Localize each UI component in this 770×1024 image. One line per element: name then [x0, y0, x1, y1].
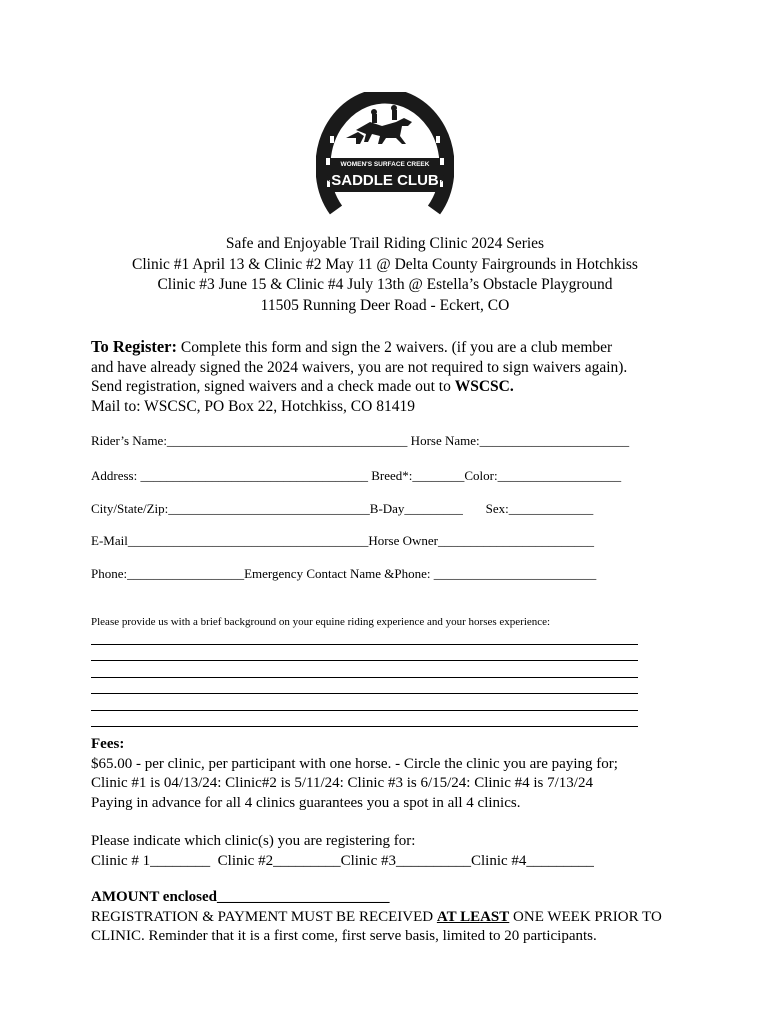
experience-answer-line[interactable] [91, 694, 638, 711]
field-address-breed-color[interactable]: Address: ___________________________________ Breed*:________Color:___________________ [91, 468, 622, 483]
register-text-2: and have already signed the 2024 waivers, you are not required to sign waivers again). [91, 358, 628, 376]
star-icon: ★ [323, 174, 332, 185]
experience-answer-line[interactable] [91, 678, 638, 695]
saddle-club-logo [316, 92, 454, 216]
title-block [0, 234, 770, 316]
clinic-select-options[interactable]: Clinic # 1________ Clinic #2_________Clinic #3__________Clinic #4_________ [91, 852, 594, 869]
clinic-select-prompt: Please indicate which clinic(s) you are registering for: [91, 833, 416, 849]
experience-answer-line[interactable] [91, 711, 638, 728]
amount-enclosed-label: AMOUNT enclosed [91, 889, 217, 905]
experience-answer-line[interactable] [91, 661, 638, 678]
title-line-4: 11505 Running Deer Road - Eckert, CO [260, 296, 510, 314]
registration-instructions [91, 337, 691, 416]
experience-answer-line[interactable] [91, 645, 638, 662]
fees-line-1: $65.00 - per clinic, per participant with one horse. - Circle the clinic you are paying for; [91, 755, 618, 772]
title-line-3: Clinic #3 June 15 & Clinic #4 July 13th @ Estella’s Obstacle Playground [157, 276, 613, 293]
field-rider-horse-name[interactable]: Rider’s Name:_____________________________________ Horse Name:_______________________ [91, 433, 630, 448]
fees-heading: Fees: [91, 736, 125, 752]
amount-enclosed-field[interactable]: _______________________ [216, 889, 390, 905]
logo-est-text: Est. 1959 [371, 203, 399, 210]
field-city-bday-sex[interactable]: City/State/Zip:_______________________________B-Day_________ Sex:_____________ [91, 501, 594, 516]
register-payee: WSCSC. [454, 378, 514, 395]
notice-emphasis: AT LEAST [436, 908, 510, 925]
title-line-1: Safe and Enjoyable Trail Riding Clinic 2024 Series [225, 235, 545, 252]
notice-text-2: ONE WEEK PRIOR TO [509, 908, 662, 925]
horseshoe-icon [323, 96, 447, 210]
register-text-1: Complete this form and sign the 2 waivers. (if you are a club member [177, 339, 613, 356]
notice-text-3: CLINIC. Reminder that it is a first come, first serve basis, limited to 20 participants. [91, 928, 597, 944]
mail-to-address: Mail to: WSCSC, PO Box 22, Hotchkiss, CO 81419 [91, 397, 415, 415]
register-text-3: Send registration, signed waivers and a check made out to [91, 378, 455, 395]
experience-prompt: Please provide us with a brief background on your equine riding experience and your horses experience: [91, 616, 551, 628]
fees-section [91, 735, 691, 947]
fees-line-2: Clinic #1 is 04/13/24: Clinic#2 is 5/11/24: Clinic #3 is 6/15/24: Clinic #4 is 7/13/24 [91, 775, 593, 791]
notice-text-1: REGISTRATION & PAYMENT MUST BE RECEIVED [91, 908, 437, 925]
field-email-horse-owner[interactable]: E-Mail_____________________________________Horse Owner________________________ [91, 533, 594, 548]
field-phone-emergency-contact[interactable]: Phone:__________________Emergency Contact Name &Phone: _________________________ [91, 566, 597, 581]
experience-answer-line[interactable] [91, 628, 638, 645]
fees-line-3: Paying in advance for all 4 clinics guarantees you a spot in all 4 clinics. [91, 794, 521, 811]
star-icon: ★ [439, 174, 448, 185]
experience-section [91, 616, 651, 727]
register-label: To Register: [91, 337, 177, 356]
title-line-2: Clinic #1 April 13 & Clinic #2 May 11 @ Delta County Fairgrounds in Hotchkiss [132, 255, 638, 273]
logo-main-text: SADDLE CLUB [331, 172, 439, 189]
logo-top-text: WOMEN'S SURFACE CREEK [340, 161, 430, 168]
